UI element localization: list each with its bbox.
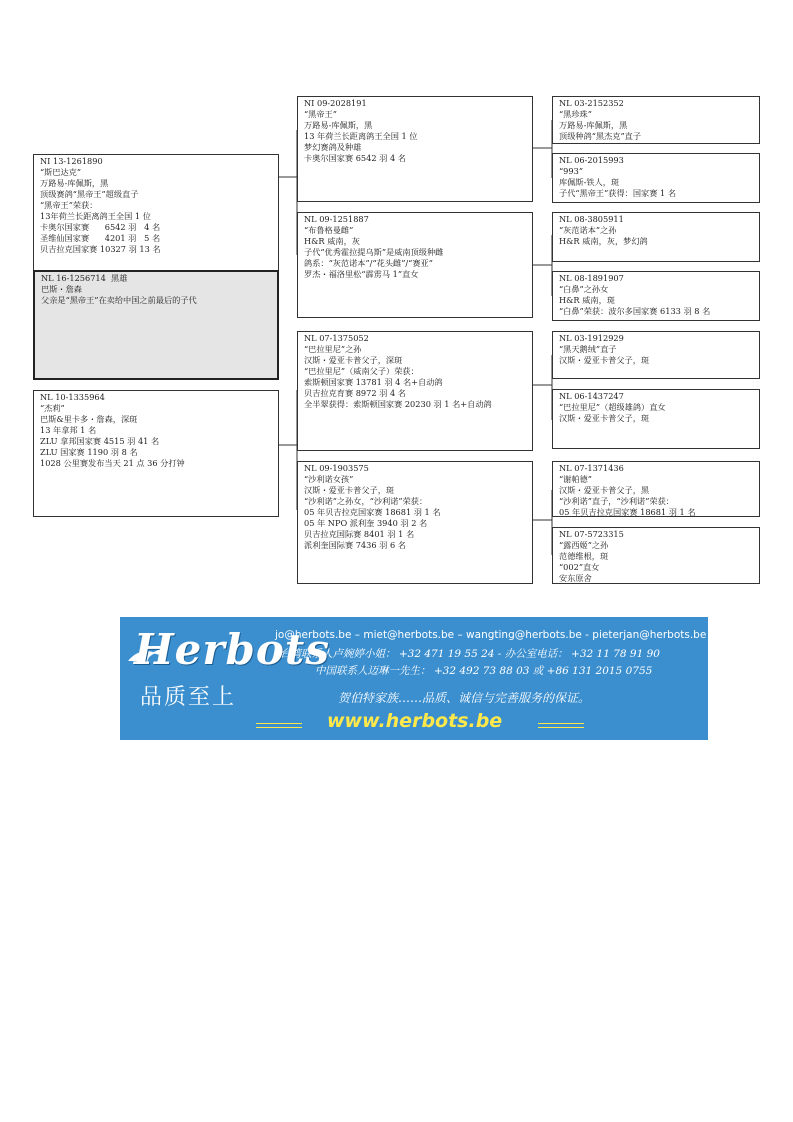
card-line: 13年荷兰长距离鸽王全国 1 位 [40, 211, 151, 221]
decorative-rule-right [538, 723, 584, 728]
card-line: “白鼻”之孙女 [559, 284, 609, 294]
card-line: “沙利诺”之孙女，“沙利诺”荣获： [304, 496, 428, 506]
decorative-rule-left [256, 723, 302, 728]
card-line: “谢帕德” [559, 474, 592, 484]
card-line: “布鲁格曼雌” [304, 225, 354, 235]
card-line: 汉斯・爱亚卡普父子，斑 [304, 485, 395, 495]
great-grandparent-card-2 [552, 153, 760, 203]
card-line: “巴拉里尼”之孙 [304, 344, 362, 354]
card-line: 贝吉拉克育赛 8972 羽 4 名 [304, 388, 406, 398]
ring-number: NL 07-5723315 [559, 529, 624, 539]
card-line: 巴斯・詹森 [41, 284, 82, 294]
card-line: “沙利诺女孩” [304, 474, 354, 484]
card-line: 卡奥尔国家赛 6542 羽 4 名 [40, 222, 161, 232]
grandparent-card-3 [297, 331, 533, 451]
herbots-logo: Herbots [134, 625, 330, 674]
card-line: 圣维仙国家赛 4201 羽 5 名 [40, 233, 161, 243]
card-line: “巴拉里尼”（超级雄鸽）直女 [559, 402, 666, 412]
card-line: 汉斯・爱亚卡普父子，斑 [559, 355, 650, 365]
card-line: 梦幻赛鸽及种雄 [304, 142, 362, 152]
great-grandparent-card-5 [552, 331, 760, 379]
herbots-banner [120, 617, 708, 740]
banner-phone-taiwan: 台湾联系人卢婉婷小姐： +32 471 19 55 24 - 办公室电话： +32 11 78 91 90 [280, 648, 660, 660]
card-line: “斯巴达克” [40, 167, 82, 177]
card-line: 汉斯・爱亚卡普父子，斑 [559, 413, 650, 423]
grandparent-card-2 [297, 212, 533, 318]
dam-card [33, 390, 279, 517]
card-line: 贝吉拉克国家赛 10327 羽 13 名 [40, 244, 161, 254]
card-line: 子代“黑帝王”获得：国家赛 1 名 [559, 188, 677, 198]
great-grandparent-card-4 [552, 271, 760, 321]
ring-number: NL 08-3805911 [559, 214, 624, 224]
card-line: 汉斯・爱亚卡普父子，黑 [559, 485, 650, 495]
card-line: 汉斯・爱亚卡普父子，深斑 [304, 355, 403, 365]
ring-number: NL 08-1891907 [559, 273, 624, 283]
card-line: “黑天鹅绒”直子 [559, 344, 617, 354]
ring-number: NL 06-1437247 [559, 391, 624, 401]
card-line: 顶级赛鸽“黑帝王”超级直子 [40, 189, 139, 199]
card-line: 13 年荷兰长距离鸽王全国 1 位 [304, 131, 418, 141]
card-line: 1028 公里赛发布当天 21 点 36 分打钟 [40, 458, 185, 468]
card-line: 鸽系：“灰范诺本”/“花头雌”/“赛亚” [304, 258, 433, 268]
card-line: 05 年贝吉拉克国家赛 18681 羽 1 名 [559, 507, 696, 517]
ring-number: NL 07-1375052 [304, 333, 369, 343]
card-line: 索斯顿国家赛 13781 羽 4 名+自动鸽 [304, 377, 443, 387]
banner-emails[interactable]: jo@herbots.be – miet@herbots.be – wangting@herbots.be - pieterjan@herbots.be [275, 629, 707, 641]
card-line: “沙利诺”直子，“沙利诺”荣获： [559, 496, 674, 506]
ring-number: NL 16-1256714 黑雄 [41, 273, 128, 283]
great-grandparent-card-6 [552, 389, 760, 449]
banner-guarantee: 贺伯特家族……品质、诚信与完善服务的保证。 [338, 691, 591, 705]
card-line: 全半翠获得：索斯顿国家赛 20230 羽 1 名+自动鸽 [304, 399, 492, 409]
card-line: ZLU 拿邦国家赛 4515 羽 41 名 [40, 436, 160, 446]
card-line: “杰莉” [40, 403, 65, 413]
great-grandparent-card-7 [552, 461, 760, 517]
card-line: 罗杰・福洛里松“霹雳马 1”直女 [304, 269, 419, 279]
card-line: “993” [559, 166, 583, 176]
ring-number: NL 07-1371436 [559, 463, 624, 473]
card-line: 父亲是“黑帝王”在卖给中国之前最后的子代 [41, 295, 197, 305]
ring-number: NL 03-2152352 [559, 98, 624, 108]
card-line: H&R 威南，灰，梦幻鸽 [559, 236, 648, 246]
card-line: 13 年拿邦 1 名 [40, 425, 97, 435]
card-line: 万路易-库佩斯，黑 [304, 120, 373, 130]
grandparent-card-4 [297, 461, 533, 584]
great-grandparent-card-8 [552, 527, 760, 584]
sire-card [33, 154, 279, 271]
grandparent-card-1 [297, 96, 533, 202]
great-grandparent-card-1 [552, 96, 760, 144]
card-line: 05 年 NPO 派利奎 3940 羽 2 名 [304, 518, 428, 528]
card-line: 派利奎国际赛 7436 羽 6 名 [304, 540, 406, 550]
card-line: H&R 威南，斑 [559, 295, 615, 305]
card-line: 子代“优秀霍拉提乌斯”是威南顶级种雌 [304, 247, 444, 257]
card-line: 卡奥尔国家赛 6542 羽 4 名 [304, 153, 406, 163]
card-line: “露西姬”之孙 [559, 540, 609, 550]
card-line: 05 年贝吉拉克国家赛 18681 羽 1 名 [304, 507, 441, 517]
card-line: 顶级种鸽“黑杰克”直子 [559, 131, 642, 141]
card-line: 安东原舍 [559, 573, 592, 583]
card-line: 万路易-库佩斯，黑 [559, 120, 628, 130]
banner-website-link[interactable]: www.herbots.be [327, 710, 503, 732]
card-line: 范德维根，斑 [559, 551, 609, 561]
card-line: “巴拉里尼”（威南父子）荣获： [304, 366, 419, 376]
great-grandparent-card-3 [552, 212, 760, 262]
ring-number: NI 13-1261890 [40, 156, 103, 166]
card-line: “黑帝王”荣获： [40, 200, 98, 210]
card-line: “002”直女 [559, 562, 600, 572]
banner-slogan: 品质至上 [140, 685, 237, 710]
card-line: “灰范诺本”之孙 [559, 225, 617, 235]
subject-card [33, 270, 279, 380]
card-line: “黑珍珠” [559, 109, 592, 119]
card-line: 库佩斯-铁人，斑 [559, 177, 620, 187]
card-line: 万路易-库佩斯，黑 [40, 178, 109, 188]
ring-number: NL 03-1912929 [559, 333, 624, 343]
card-line: “黑帝王” [304, 109, 337, 119]
card-line: 贝吉拉克国际赛 8401 羽 1 名 [304, 529, 415, 539]
banner-phone-china: 中国联系人迈琳一先生： +32 492 73 88 03 或 +86 131 2015 0755 [315, 665, 653, 677]
card-line: 巴斯&里卡多・詹森，深斑 [40, 414, 138, 424]
ring-number: NL 09-1251887 [304, 214, 369, 224]
ring-number: NL 10-1335964 [40, 392, 105, 402]
card-line: H&R 威南，灰 [304, 236, 360, 246]
card-line: “白鼻”荣获：波尔多国家赛 6133 羽 8 名 [559, 306, 711, 316]
card-line: ZLU 国家赛 1190 羽 8 名 [40, 447, 138, 457]
ring-number: NI 09-2028191 [304, 98, 367, 108]
ring-number: NL 09-1903575 [304, 463, 369, 473]
ring-number: NL 06-2015993 [559, 155, 624, 165]
